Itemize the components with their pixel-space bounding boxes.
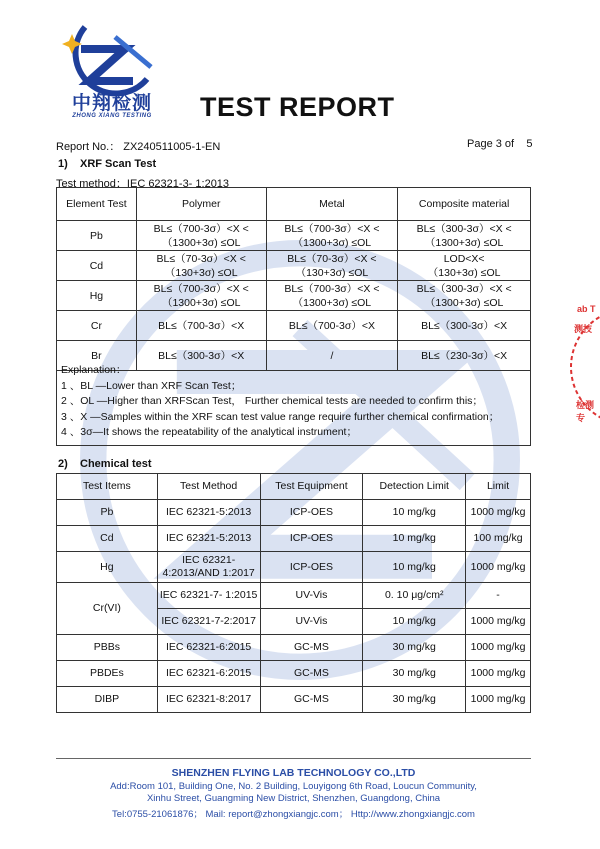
table-cell: GC-MS [260, 687, 363, 713]
column-header: Polymer [136, 188, 266, 221]
table-cell: Cr [57, 311, 137, 341]
table-cell: 10 mg/kg [363, 500, 466, 526]
table-cell: ICP-OES [260, 526, 363, 552]
table-cell [136, 281, 266, 311]
page-number: Page 3 of 5 [467, 138, 533, 150]
table-cell: IEC 62321-5:2013 [157, 526, 260, 552]
table-cell: UV-Vis [260, 609, 363, 635]
explanation-item: 2 、OL —Higher than XRFScan Test， Further chemical tests are needed to confirm this； [61, 395, 483, 407]
cell-line: BL≤（700-3σ）<X < [153, 222, 249, 235]
column-header: Test Equipment [260, 474, 363, 500]
table-row [57, 552, 531, 583]
table-cell: IEC 62321-8:2017 [157, 687, 260, 713]
table-cell [266, 221, 398, 251]
logo-chinese-name: 中翔检测 [71, 92, 152, 114]
cell-line: （130+3σ) ≤OL [427, 266, 501, 279]
stamp-text: 检测专 [576, 401, 595, 424]
table-cell: BL≤（700-3σ）<X [136, 311, 266, 341]
table-cell: Hg [57, 552, 158, 583]
table-cell: / [266, 341, 398, 371]
table-cell: 1000 mg/kg [466, 500, 531, 526]
table-cell: 0. 10 μg/cm² [363, 583, 466, 609]
column-header: Test Method [157, 474, 260, 500]
table-cell [398, 221, 531, 251]
table-cell [266, 251, 398, 281]
table-cell: 1000 mg/kg [466, 609, 531, 635]
table-cell: IEC 62321-7- 1:2015 [157, 583, 260, 609]
table-cell: 1000 mg/kg [466, 687, 531, 713]
column-header: Limit [466, 474, 531, 500]
table-cell: PBDEs [57, 661, 158, 687]
table-cell: GC-MS [260, 661, 363, 687]
cell-line: BL≤（70-3σ）<X < [156, 252, 246, 265]
cell-line: （1300+3σ) ≤OL [292, 236, 372, 249]
footer-contact: Tel:0755-21061876； Mail: report@zhongxiangjc.com； Http://www.zhongxiangjc.com [112, 809, 475, 820]
table-cell: 10 mg/kg [363, 552, 466, 583]
footer-company: SHENZHEN FLYING LAB TECHNOLOGY CO.,LTD [171, 767, 416, 779]
table-cell: 30 mg/kg [363, 687, 466, 713]
cell-line: BL≤（700-3σ）<X < [153, 282, 249, 295]
table-row [57, 635, 531, 661]
cell-line: （1300+3σ) ≤OL [161, 236, 241, 249]
column-header: Element Test [57, 188, 137, 221]
table-cell: 1000 mg/kg [466, 635, 531, 661]
table-row [57, 583, 531, 609]
logo-english-name: ZHONG XIANG TESTING [72, 113, 152, 119]
table-cell [266, 281, 398, 311]
table-row [57, 500, 531, 526]
table-row [57, 687, 531, 713]
table-cell: Pb [57, 500, 158, 526]
column-header: Composite material [398, 188, 531, 221]
section-heading-xrf: 1) XRF Scan Test [58, 158, 157, 170]
table-cell: Br [57, 341, 137, 371]
explanation-item: 3 、X —Samples within the XRF scan test value range require further chemical confirmation； [61, 410, 500, 423]
table-cell: BL≤（300-3σ）<X [398, 311, 531, 341]
footer-address-line: Add:Room 101, Building One, No. 2 Building, Louyigong 6th Road, Loucun Community, [110, 781, 477, 792]
table-cell: Cr(VI) [57, 583, 158, 635]
table-cell [136, 221, 266, 251]
cell-line: BL≤（70-3σ）<X < [287, 252, 377, 265]
cell-line: BL≤（700-3σ）<X < [284, 282, 380, 295]
table-cell: Cd [57, 251, 137, 281]
table-cell: Hg [57, 281, 137, 311]
table-row [57, 221, 531, 251]
table-cell: 100 mg/kg [466, 526, 531, 552]
test-method: Test method：IEC 62321-3- 1:2013 [56, 178, 230, 190]
page-title: TEST REPORT [200, 92, 395, 122]
cell-line: LOD<X< [443, 252, 485, 265]
explanation-item: 1 、BL —Lower than XRF Scan Test； [61, 379, 242, 392]
xrf-table [56, 187, 531, 371]
table-row [57, 661, 531, 687]
explanation-box [56, 362, 531, 446]
table-header-row [57, 474, 531, 500]
table-cell [136, 251, 266, 281]
column-header: Test Items [57, 474, 158, 500]
table-row [57, 311, 531, 341]
section-heading-chemical: 2) Chemical test [58, 458, 152, 470]
column-header: Detection Limit [363, 474, 466, 500]
explanation-title: Explanation： [61, 364, 127, 376]
table-cell: BL≤（700-3σ）<X [266, 311, 398, 341]
cell-line: BL≤（700-3σ）<X < [284, 222, 380, 235]
table-cell: 1000 mg/kg [466, 552, 531, 583]
table-cell: ICP-OES [260, 500, 363, 526]
footer-address-line: Xinhu Street, Guangming New District, Shenzhen, Guangdong, China [146, 793, 441, 804]
cell-line: BL≤（300-3σ）<X < [416, 282, 512, 295]
cell-line: （130+3σ) ≤OL [295, 266, 369, 279]
table-cell [398, 281, 531, 311]
cell-line: BL≤（300-3σ）<X < [416, 222, 512, 235]
cell-line: （1300+3σ) ≤OL [161, 296, 241, 309]
table-cell: GC-MS [260, 635, 363, 661]
table-cell: IEC 62321-5:2013 [157, 500, 260, 526]
explanation-item: 4 、3σ—It shows the repeatability of the analytical instrument； [61, 426, 357, 438]
table-row [57, 251, 531, 281]
table-cell: BL≤（230-3σ）<X [398, 341, 531, 371]
table-cell: 30 mg/kg [363, 661, 466, 687]
table-cell: Cd [57, 526, 158, 552]
table-cell: IEC 62321-6:2015 [157, 635, 260, 661]
table-cell: - [466, 583, 531, 609]
cell-line: （1300+3σ) ≤OL [424, 236, 504, 249]
report-number: Report No.： ZX240511005-1-EN [56, 141, 221, 153]
stamp-text: ab T [577, 304, 596, 314]
cell-line: （130+3σ) ≤OL [164, 266, 238, 279]
chemical-test-table [56, 473, 531, 713]
table-cell: DIBP [57, 687, 158, 713]
cell-line: （1300+3σ) ≤OL [292, 296, 372, 309]
footer-divider [56, 758, 531, 759]
table-cell: 1000 mg/kg [466, 661, 531, 687]
table-header-row [57, 188, 531, 221]
table-row [57, 281, 531, 311]
table-cell: PBBs [57, 635, 158, 661]
table-cell: IEC 62321-6:2015 [157, 661, 260, 687]
stamp-text: 测技 [574, 325, 593, 335]
table-cell: ICP-OES [260, 552, 363, 583]
table-cell: 10 mg/kg [363, 526, 466, 552]
table-cell: 30 mg/kg [363, 635, 466, 661]
table-cell: 10 mg/kg [363, 609, 466, 635]
table-cell [398, 251, 531, 281]
table-row [57, 526, 531, 552]
table-cell: UV-Vis [260, 583, 363, 609]
table-cell: BL≤（300-3σ）<X [136, 341, 266, 371]
table-cell: IEC 62321-7-2:2017 [157, 609, 260, 635]
table-cell: Pb [57, 221, 137, 251]
table-cell: IEC 62321-4:2013/AND 1:2017 [157, 552, 260, 583]
column-header: Metal [266, 188, 398, 221]
cell-line: （1300+3σ) ≤OL [424, 296, 504, 309]
